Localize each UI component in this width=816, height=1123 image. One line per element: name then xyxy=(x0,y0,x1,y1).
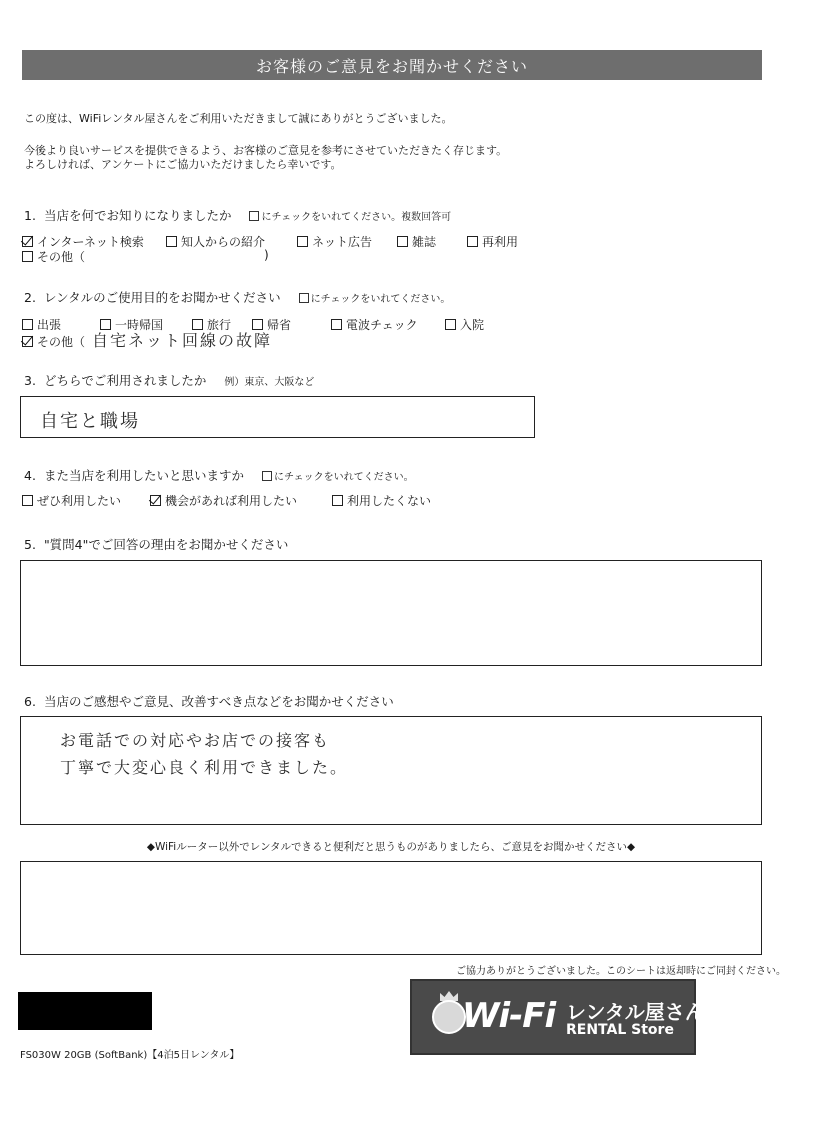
q1-option-magazine[interactable] xyxy=(397,233,436,250)
question-5-text: "質問4"でご回答の理由をお聞かせください xyxy=(43,537,289,552)
checkbox-icon[interactable] xyxy=(22,251,33,262)
q2-option-label: 帰省 xyxy=(267,318,292,332)
question-5 xyxy=(24,535,288,553)
q4-option-no[interactable] xyxy=(332,492,431,509)
thanks-note: ご協力ありがとうございました。このシートは返却時にご同封ください。 xyxy=(456,966,786,977)
question-2 xyxy=(24,288,450,306)
question-4-text: また当店を利用したいと思いますか xyxy=(43,468,244,483)
q3-answer[interactable]: 自宅と職場 xyxy=(40,411,140,432)
q1-option-label: その他（ xyxy=(37,250,86,264)
q1-option-label: 雑誌 xyxy=(412,235,437,249)
checkbox-icon[interactable] xyxy=(467,236,478,247)
q2-option-label: 出張 xyxy=(37,318,62,332)
q4-option-label: 機会があれば利用したい xyxy=(165,494,298,508)
q4-option-definitely[interactable] xyxy=(22,492,121,509)
checkbox-icon[interactable] xyxy=(297,236,308,247)
product-info: FS030W 20GB (SoftBank)【4泊5日レンタル】 xyxy=(20,1050,240,1061)
question-2-number: 2. xyxy=(24,290,36,305)
mascot-icon xyxy=(432,1000,466,1034)
q2-option-label: その他（ xyxy=(37,335,86,349)
q5-answer-box[interactable] xyxy=(20,560,762,666)
question-6 xyxy=(24,692,394,710)
question-3-number: 3. xyxy=(24,373,36,388)
intro-line-3: よろしければ、アンケートにご協力いただけましたら幸いです。 xyxy=(24,158,342,171)
question-3-note: 例）東京、大阪など xyxy=(224,377,315,388)
question-3 xyxy=(24,371,314,389)
q2-option-business-trip[interactable] xyxy=(22,316,61,333)
survey-title: お客様のご意見をお聞かせください xyxy=(22,50,762,80)
q1-option-net-ad[interactable] xyxy=(297,233,372,250)
q1-option-label: ネット広告 xyxy=(312,235,373,249)
question-6-number: 6. xyxy=(24,694,36,709)
checkbox-icon[interactable] xyxy=(150,495,161,506)
checkbox-legend-icon xyxy=(249,211,259,221)
q1-option-label: 再利用 xyxy=(482,235,519,249)
logo-en-text: RENTAL Store xyxy=(566,1022,674,1038)
checkbox-legend-icon xyxy=(262,471,272,481)
question-1 xyxy=(24,206,451,224)
question-4 xyxy=(24,466,414,484)
q4-option-label: 利用したくない xyxy=(347,494,432,508)
checkbox-icon[interactable] xyxy=(332,495,343,506)
q4-option-if-chance[interactable] xyxy=(150,492,297,509)
q2-option-label: 一時帰国 xyxy=(115,318,164,332)
question-7: ◆WiFiルーター以外でレンタルできると便利だと思うものがありましたら、ご意見をお聞かせください◆ xyxy=(146,841,636,853)
q2-other-answer[interactable]: 自宅ネット回線の故障 xyxy=(92,331,273,350)
question-5-number: 5. xyxy=(24,537,36,552)
intro-line-2: 今後より良いサービスを提供できるよう、お客様のご意見を参考にさせていただきたく存じます。 xyxy=(24,144,508,157)
q6-answer-line-2[interactable]: 丁寧で大変心良く利用できました。 xyxy=(60,758,349,777)
q1-other-close-paren: ) xyxy=(264,248,269,262)
q2-option-label: 入院 xyxy=(460,318,485,332)
q1-option-label: 知人からの紹介 xyxy=(181,235,266,249)
checkbox-icon[interactable] xyxy=(22,336,33,347)
checkbox-icon[interactable] xyxy=(445,319,456,330)
question-2-text: レンタルのご使用目的をお聞かせください xyxy=(43,290,281,305)
q1-option-label: インターネット検索 xyxy=(37,235,144,249)
q2-option-label: 旅行 xyxy=(207,318,232,332)
q1-option-reuse[interactable] xyxy=(467,233,518,250)
q7-answer-box[interactable] xyxy=(20,861,762,955)
checkbox-icon[interactable] xyxy=(331,319,342,330)
question-1-number: 1. xyxy=(24,208,36,223)
checkbox-icon[interactable] xyxy=(22,236,33,247)
intro-line-1: この度は、WiFiレンタル屋さんをご利用いただきまして誠にありがとうございました。 xyxy=(24,112,453,125)
checkbox-icon[interactable] xyxy=(397,236,408,247)
question-1-note: にチェックをいれてください。複数回答可 xyxy=(261,212,452,223)
checkbox-icon[interactable] xyxy=(166,236,177,247)
question-2-note: にチェックをいれてください。 xyxy=(310,294,451,305)
q1-option-referral[interactable] xyxy=(166,233,265,250)
q2-option-label: 電波チェック xyxy=(346,318,418,332)
question-4-number: 4. xyxy=(24,468,36,483)
q2-option-hospital[interactable] xyxy=(445,316,484,333)
question-6-text: 当店のご感想やご意見、改善すべき点などをお聞かせください xyxy=(43,694,394,709)
q2-option-other[interactable] xyxy=(22,333,85,350)
question-4-note: にチェックをいれてください。 xyxy=(273,472,414,483)
q4-option-label: ぜひ利用したい xyxy=(37,494,122,508)
question-1-text: 当店を何でお知りになりましたか xyxy=(43,208,232,223)
checkbox-icon[interactable] xyxy=(22,495,33,506)
q6-answer-line-1[interactable]: お電話での対応やお店での接客も xyxy=(60,731,331,750)
q1-option-other[interactable] xyxy=(22,248,85,265)
logo-wifi-text: Wi-Fi xyxy=(462,996,556,1036)
question-3-text: どちらでご利用されましたか xyxy=(43,373,207,388)
redacted-block xyxy=(18,992,152,1030)
q2-option-signal-check[interactable] xyxy=(331,316,418,333)
checkbox-legend-icon xyxy=(299,293,309,303)
checkbox-icon[interactable] xyxy=(22,319,33,330)
logo-jp-text: レンタル屋さん xyxy=(566,1000,705,1024)
